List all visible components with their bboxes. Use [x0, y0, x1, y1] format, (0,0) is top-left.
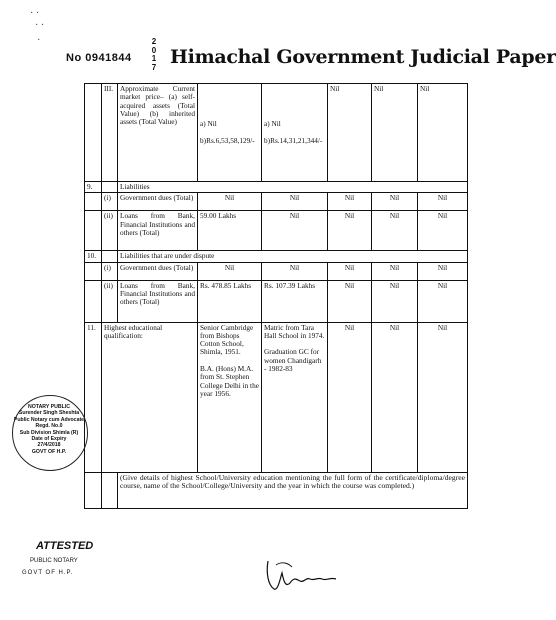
row-label: Highest educational qualification: — [102, 322, 198, 472]
cell-value: Rs. 107.39 Lakhs — [262, 280, 328, 322]
row-number: 10. — [85, 251, 102, 262]
table-row — [85, 182, 468, 193]
row-number — [85, 262, 102, 280]
row-sub-number: (i) — [102, 193, 118, 211]
table-row — [85, 193, 468, 211]
cell-value: Nil — [198, 193, 262, 211]
table-row — [85, 322, 468, 472]
table-row — [85, 251, 468, 262]
cell-value: Nil — [262, 193, 328, 211]
assets-liabilities-table — [84, 83, 468, 509]
row-number — [85, 211, 102, 251]
row-sub-number — [102, 251, 118, 262]
cell-value: Nil — [262, 211, 328, 251]
cell-value: Matric from Tara Hall School in 1974. Graduation GC for women Chandigarh - 1982-83 — [262, 322, 328, 472]
serial-prefix: No — [66, 52, 82, 64]
row-label: Loans from Bank, Financial Institutions and others (Total) — [118, 280, 198, 322]
stamp-line: Public Notary cum Advocate — [13, 416, 85, 423]
handwritten-signature — [262, 555, 342, 595]
cell-value: Nil — [372, 280, 418, 322]
year-digit: 7 — [151, 62, 157, 72]
scan-specks: · · · · . — [30, 8, 45, 43]
cell-value: Nil — [328, 322, 372, 472]
attested-line: GOVT OF H.P. — [22, 570, 74, 576]
cell-value: Nil — [418, 84, 468, 182]
table-row — [85, 84, 468, 182]
footnote-text: (Give details of highest School/University education mentioning the full form of the certificate/diploma/degree course, name of the School/College/University and the year in which the course was completed.) — [118, 472, 468, 508]
row-sub-number — [102, 182, 118, 193]
year-vertical — [150, 38, 158, 72]
cell-value: Nil — [328, 211, 372, 251]
stamp-line: Regd. No.0 — [35, 423, 63, 430]
row-number — [85, 193, 102, 211]
cell-value: Nil — [372, 193, 418, 211]
cell-value: Nil — [328, 262, 372, 280]
stamp-line: NOTARY PUBLIC — [28, 404, 70, 410]
table-row — [85, 262, 468, 280]
cell-value: Nil — [198, 262, 262, 280]
row-label: Loans from Bank, Financial Institutions and others (Total) — [118, 211, 198, 251]
row-sub-number: (ii) — [102, 211, 118, 251]
cell-value: Nil — [262, 262, 328, 280]
stamp-line: 27/4/2018 — [37, 442, 61, 449]
cell-value: Senior Cambridge from Bishops Cotton School, Shimla, 1951. B.A. (Hons) M.A. from St. Stephen College Delhi in the year 1956. — [198, 322, 262, 472]
row-sub-number: III. — [102, 84, 118, 182]
row-label: Approximate Current market price– (a) self-acquired assets (Total Value) (b) inherited assets (Total Value) — [118, 84, 198, 182]
cell-value: Nil — [328, 193, 372, 211]
cell-value: Nil — [372, 84, 418, 182]
cell-value: a) Nil b)Rs.6,53,58,129/- — [198, 84, 262, 182]
row-label: Government dues (Total) — [118, 262, 198, 280]
cell-value: Nil — [418, 262, 468, 280]
cell-value: Nil — [372, 262, 418, 280]
serial-digits: 0941844 — [85, 52, 132, 64]
cell-value: Nil — [418, 280, 468, 322]
cell-value: Nil — [418, 211, 468, 251]
stamp-line: Surender Singh Sheshta — [18, 410, 80, 417]
cell-value: Nil — [372, 211, 418, 251]
cell-value: Nil — [372, 322, 418, 472]
section-heading: Liabilities that are under dispute — [118, 251, 468, 262]
table-row — [85, 280, 468, 322]
attested-line: PUBLIC NOTARY — [30, 558, 78, 564]
row-number — [85, 84, 102, 182]
stamp-line: Date of Expiry — [31, 436, 67, 443]
cell-value: Nil — [328, 280, 372, 322]
cell-value: Rs. 478.85 Lakhs — [198, 280, 262, 322]
year-digit: 2 — [151, 37, 157, 46]
cell-value: 59.00 Lakhs — [198, 211, 262, 251]
row-label: Government dues (Total) — [118, 193, 198, 211]
cell-value: Nil — [418, 193, 468, 211]
cell-value: a) Nil b)Rs.14,31,21,344/- — [262, 84, 328, 182]
year-digit: 0 — [151, 45, 157, 55]
stamp-line: GOVT OF H.P. — [31, 448, 67, 455]
row-number — [85, 280, 102, 322]
section-heading: Liabilities — [118, 182, 468, 193]
row-number: 11. — [85, 322, 102, 472]
cell-value: Nil — [328, 84, 372, 182]
cell-value: Nil — [418, 322, 468, 472]
row-sub-number: (ii) — [102, 280, 118, 322]
stamp-line: Sub Division Shimla (R) — [19, 429, 79, 436]
table-row — [85, 472, 468, 508]
year-digit: 1 — [151, 54, 157, 63]
table-row — [85, 211, 468, 251]
page-title: Himachal Government Judicial Paper — [170, 46, 556, 68]
attested-stamp: ATTESTED — [36, 540, 94, 552]
row-sub-number — [102, 472, 118, 508]
row-sub-number: (i) — [102, 262, 118, 280]
row-number — [85, 472, 102, 508]
notary-stamp-text — [12, 404, 86, 455]
serial-number — [66, 52, 132, 64]
row-number: 9. — [85, 182, 102, 193]
